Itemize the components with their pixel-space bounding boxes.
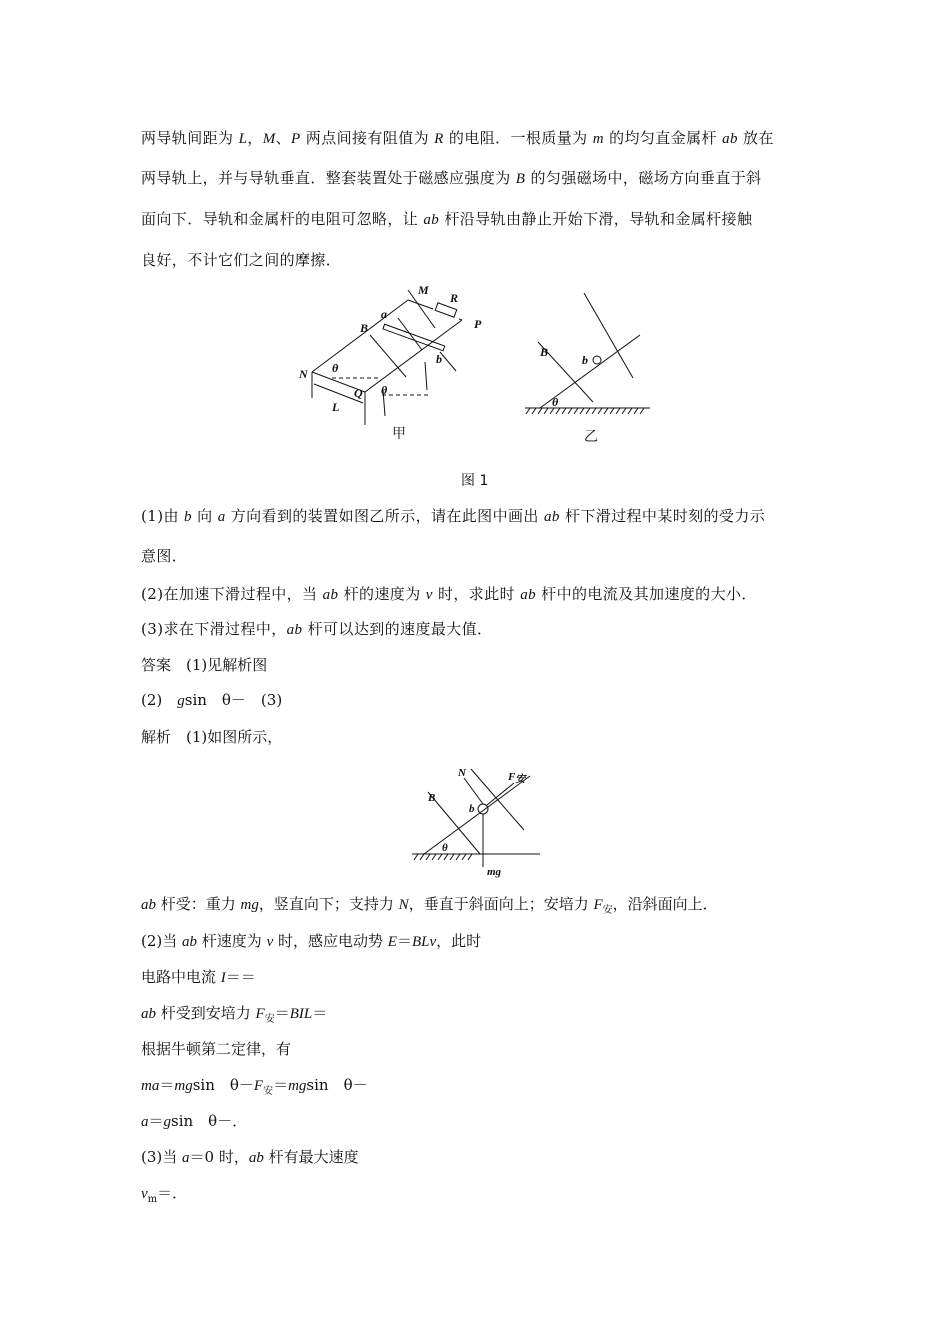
intro-line-2: 两导轨上，并与导轨垂直．整套装置处于磁感应强度为 B 的匀强磁场中，磁场方向垂直于斜 xyxy=(141,169,762,187)
analysis-line-4: ab 杆受到安培力 $F_安=BIL=$ xyxy=(141,1004,328,1025)
label-N: N xyxy=(299,367,308,381)
force-label-B: B xyxy=(428,792,436,804)
force-label-theta: θ xyxy=(442,842,448,854)
label-a: a xyxy=(381,307,387,321)
force-label-mg: mg xyxy=(487,866,502,878)
force-label-F: F安 xyxy=(508,771,526,785)
label-M: M xyxy=(418,283,429,297)
question-1-line-2: 意图． xyxy=(141,547,188,565)
analysis-line-3: 电路中电流 I＝＝ xyxy=(141,968,256,986)
question-2: (2)在加速下滑过程中，当 ab 杆的速度为 v 时，求此时 ab 杆中的电流及其加速度的大小． xyxy=(141,585,757,603)
figure-1-diagram xyxy=(290,280,670,445)
force-diagram xyxy=(408,764,548,882)
answer-line-1: 答案 (1)见解析图 xyxy=(141,656,268,674)
analysis-title: 解析 (1)如图所示， xyxy=(141,728,283,746)
force-label-b: b xyxy=(469,803,475,815)
analysis-line-8: (3)当 a＝0 时，ab 杆有最大速度 xyxy=(141,1148,359,1166)
force-label-N: N xyxy=(458,767,466,779)
label-b: b xyxy=(436,352,442,366)
figure-yi-label: 乙 xyxy=(584,429,598,445)
analysis-line-5: 根据牛顿第二定律，有 xyxy=(141,1040,292,1058)
question-3: (3)求在下滑过程中，ab 杆可以达到的速度最大值． xyxy=(141,620,493,638)
label-b-yi: b xyxy=(582,353,588,367)
label-L: L xyxy=(332,400,340,414)
intro-line-4: 良好，不计它们之间的摩擦． xyxy=(141,251,342,269)
label-P: P xyxy=(474,317,482,331)
analysis-line-7: a＝gsin θ－． xyxy=(141,1112,248,1130)
label-theta: θ xyxy=(332,361,339,375)
label-B: B xyxy=(360,321,369,335)
intro-line-1: 两导轨间距为 L，M、P 两点间接有阻值为 R 的电阻．一根质量为 m 的均匀直金属杆 ab 放在 xyxy=(141,129,774,147)
label-theta-yi: θ xyxy=(552,395,559,409)
label-B-yi: B xyxy=(540,345,549,359)
analysis-line-9: $v_m=$． xyxy=(141,1184,188,1205)
answer-line-2: (2) gsin θ－ (3) xyxy=(141,691,283,709)
analysis-line-2: (2)当 ab 杆速度为 v 时，感应电动势 E＝BLv，此时 xyxy=(141,932,482,950)
question-1-line-1: (1)由 b 向 a 方向看到的装置如图乙所示，请在此图中画出 ab 杆下滑过程中某时刻的受力示 xyxy=(141,507,766,525)
label-theta-2: θ xyxy=(381,383,388,397)
analysis-line-6: ma＝mgsin $\theta-F_安=mgsin$ θ－ xyxy=(141,1076,368,1097)
label-R: R xyxy=(450,291,459,305)
figure-jia-label: 甲 xyxy=(392,426,406,442)
figure-1-caption: 图 1 xyxy=(461,473,489,489)
label-Q: Q xyxy=(354,386,363,400)
analysis-line-1: ab 杆受：重力 mg，竖直向下；支持力 N，垂直于斜面向上；安培力 $F_安$，沿斜面向上． xyxy=(141,895,718,916)
intro-line-3: 面向下．导轨和金属杆的电阻可忽略，让 ab 杆沿导轨由静止开始下滑，导轨和金属杆接触 xyxy=(141,210,753,228)
